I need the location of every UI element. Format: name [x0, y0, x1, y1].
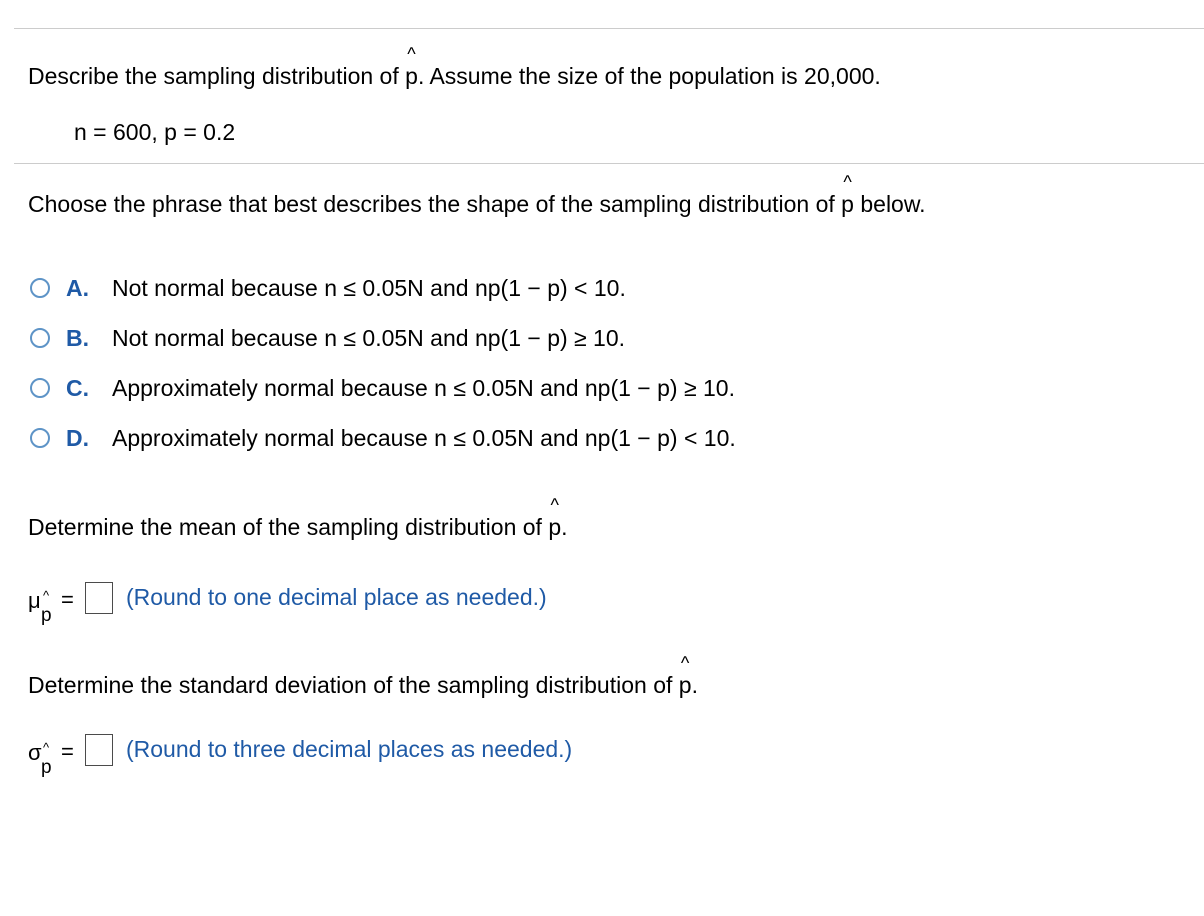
- sd-rounding-hint: (Round to three decimal places as needed.): [126, 736, 573, 762]
- mean-prompt-suffix: .: [561, 514, 568, 540]
- equals-sign: =: [61, 739, 74, 764]
- mean-prompt: [28, 513, 568, 541]
- hat-symbol: ^: [43, 588, 50, 603]
- p-hat-symbol: ^ p: [841, 190, 854, 218]
- option-c[interactable]: [28, 373, 735, 403]
- option-a[interactable]: [28, 273, 626, 303]
- option-text: Approximately normal because n ≤ 0.05N and np(1 − p) ≥ 10.: [112, 374, 735, 401]
- option-letter: C.: [66, 374, 89, 401]
- mu-symbol: μ: [28, 588, 41, 613]
- sd-answer-input[interactable]: [85, 734, 113, 766]
- p-subscript: p: [41, 757, 52, 778]
- radio-button[interactable]: [30, 428, 50, 448]
- mean-answer-row: [28, 582, 628, 626]
- option-d[interactable]: [28, 423, 736, 453]
- sd-prompt: [28, 671, 698, 699]
- shape-prompt-suffix: below.: [853, 191, 926, 217]
- sd-prompt-prefix: Determine the standard deviation of the sampling distribution of: [28, 672, 679, 698]
- section-divider: [14, 163, 1204, 164]
- radio-button[interactable]: [30, 328, 50, 348]
- option-letter: A.: [66, 274, 89, 301]
- given-values: n = 600, p = 0.2: [74, 119, 236, 145]
- sigma-symbol: σ: [28, 740, 42, 765]
- radio-button[interactable]: [30, 378, 50, 398]
- question-intro-suffix: . Assume the size of the population is 20,000.: [417, 63, 881, 89]
- p-hat-symbol: ^ p: [405, 62, 418, 90]
- p-hat-symbol: ^ p: [548, 513, 561, 541]
- option-letter: B.: [66, 324, 89, 351]
- equals-sign: =: [61, 587, 74, 612]
- top-divider: [14, 28, 1204, 29]
- p-subscript: p: [41, 605, 52, 626]
- option-text: Not normal because n ≤ 0.05N and np(1 − p) ≥ 10.: [112, 324, 626, 351]
- sd-prompt-suffix: .: [691, 672, 698, 698]
- sd-answer-row: [28, 734, 668, 778]
- option-b[interactable]: [28, 323, 625, 353]
- option-text: Not normal because n ≤ 0.05N and np(1 − p) < 10.: [112, 274, 626, 301]
- option-letter: D.: [66, 424, 89, 451]
- option-text: Approximately normal because n ≤ 0.05N and np(1 − p) < 10.: [112, 424, 736, 451]
- shape-prompt-prefix: Choose the phrase that best describes the shape of the sampling distribution of: [28, 191, 842, 217]
- mean-prompt-prefix: Determine the mean of the sampling distribution of: [28, 514, 549, 540]
- question-intro: [28, 62, 881, 90]
- hat-symbol: ^: [43, 740, 50, 755]
- radio-button[interactable]: [30, 278, 50, 298]
- mean-answer-input[interactable]: [85, 582, 113, 614]
- mean-rounding-hint: (Round to one decimal place as needed.): [126, 584, 547, 610]
- shape-prompt: [28, 190, 926, 218]
- p-hat-symbol: ^ p: [679, 671, 692, 699]
- question-intro-prefix: Describe the sampling distribution of: [28, 63, 406, 89]
